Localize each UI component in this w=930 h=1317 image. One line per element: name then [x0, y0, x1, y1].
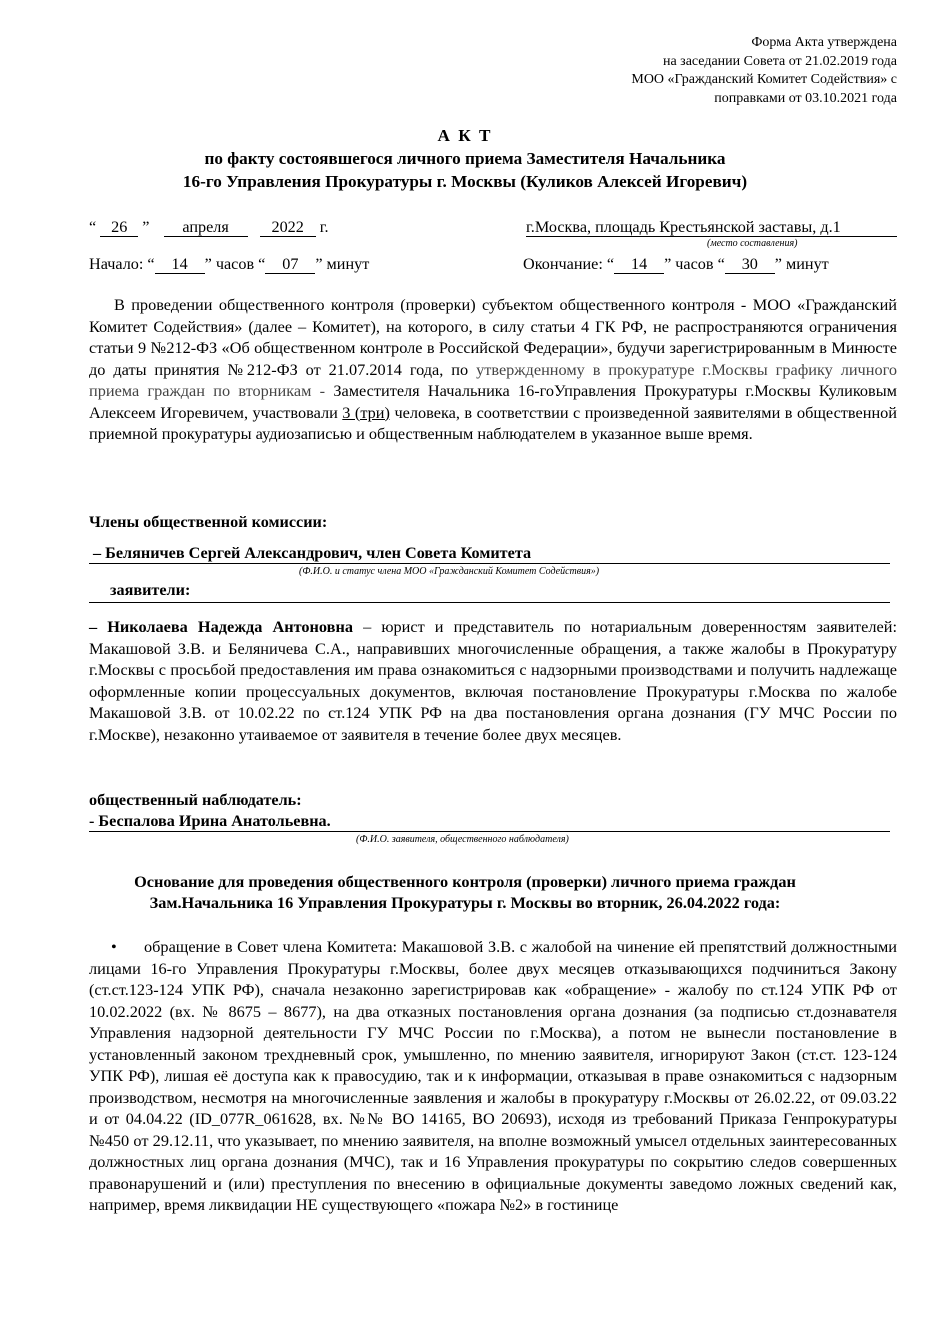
- observer-heading: общественный наблюдатель:: [89, 791, 302, 809]
- intro-text-schedule: утвержденному в прокуратуре г.Москвы графику личного приема граждан по вторникам -: [89, 359, 898, 400]
- end-hours-label: ” часов “: [664, 255, 725, 273]
- place-field: [526, 217, 897, 237]
- applicants-underline: [89, 602, 890, 603]
- applicant-paragraph: [89, 616, 897, 745]
- end-minutes-label: ” минут: [774, 255, 829, 273]
- start-hours: 14: [155, 256, 205, 274]
- minutes-label: ” минут: [315, 255, 370, 273]
- date-field: [89, 217, 329, 237]
- end-hours: 14: [614, 256, 664, 274]
- date-day: 26: [100, 219, 138, 237]
- document-subtitle-line-2: 16-го Управления Прокуратуры г. Москвы (Куликов Алексей Игоревич): [182, 172, 748, 191]
- basis-bullet-item: [89, 936, 897, 1216]
- intro-text-1: В проведении общественного контроля (проверки) субъектом общественного контроля - МОО «Гражданский Комитет Содействия» (далее – Комитет), на которого, в силу статьи 4 ГК РФ, не распространяются ограничения статьи 9 №212-ФЗ «Об общественном контроле в Российской Федерации», будучи зарегистрированным в Минюсте до даты принятия №212-ФЗ от 21.07.2014 года, по: [89, 295, 897, 379]
- date-quote-open: “: [89, 218, 97, 236]
- end-minutes: 30: [725, 256, 775, 274]
- applicants-heading: заявители:: [110, 581, 191, 599]
- member-underline: [89, 563, 890, 564]
- basis-heading-line-1: Основание для проведения общественного контроля (проверки) личного приема граждан: [134, 872, 796, 891]
- member-note: (Ф.И.О. и статус члена МОО «Гражданский Комитет Содействия»): [299, 566, 600, 577]
- end-time-field: [523, 254, 829, 274]
- observer-underline: [89, 831, 890, 832]
- date-month: апреля: [164, 219, 248, 237]
- start-time-field: [89, 254, 369, 274]
- date-year-suffix: г.: [319, 218, 329, 236]
- bullet-text: обращение в Совет члена Комитета: Макашовой З.В. с жалобой на чинение ей препятствий должностными лицами 16-го Управления Прокуратуры г.Москвы, более двух месяцев отказывающихся подчиниться Закону (ст.ст.123-124 УПК РФ), сначала незаконно зарегистрировав как «обращение» - жалобу по ст.124 УПК РФ от 10.02.2022 (вх. № 8675 – 8677), на два отказных постановления органа дознания (за подписью ст.дознавателя Управления надзорной деятельности ГУ МЧС России по г.Москва), а потом не вынесли постановление в установленный законом трехдневный срок, умышленно, по мнению заявителя, игнорируют Закон (ст.ст. 123-124 УПК РФ), лишая её доступа как к правосудию, так и к информации, отказывая в праве ознакомиться с надзорным производством, несмотря на многочисленные заявления и жалобы в прокуратуру г.Москвы от 26.02.22, от 09.03.22 и от 04.04.22 (ID_077R_061628, вх. №№ ВО 14165, ВО 20693), исходя из требований Приказа Генпрокуратуры №450 от 29.12.11, что указывает, по мнению заявителя, на вполне возможный умысел отдельных заинтересованных должностных лиц органа дознания (МЧС), так и 16 Управления прокуратуры по сокрытию следов совершенных правонарушений и (или) преступления по внесению в официальные документы заведомо ложных сведений как, например, время ликвидации НЕ существующего «пожара №2» в гостинице: [89, 937, 897, 1214]
- end-label: Окончание: “: [523, 255, 615, 273]
- participant-count: 3 (три): [342, 402, 390, 422]
- date-quote-close: ”: [142, 218, 150, 236]
- applicant-text: – юрист и представитель по нотариальным доверенностям заявителей: Макашовой З.В. и Беляничева С.А., направивших многочисленные обращения, а также жалобы в Прокуратуру г.Москвы с просьбой предоставления им права ознакомиться с надзорными производствами и получить надлежаще оформленные копии процессуальных документов, включая постановление Прокуратуры г.Москва по жалобе Макашовой З.В. от 10.02.22 по ст.124 УПК РФ на два постановления органа дознания (ГУ МЧС России по г.Москве), незаконно утаиваемое от заявителя в течение более двух месяцев.: [89, 617, 897, 744]
- observer-name: - Беспалова Ирина Анатольевна.: [89, 812, 331, 830]
- start-label: Начало: “: [89, 255, 155, 273]
- intro-text-2: Заместителя Начальника 16-гоУправления Прокуратуры г.Москвы Куликовым Алексеем Игоревичем, участвовали: [89, 381, 897, 422]
- hours-label: ” часов “: [204, 255, 266, 273]
- start-minutes: 07: [265, 256, 315, 274]
- header-line-3: МОО «Гражданский Комитет Содействия» с: [631, 72, 897, 87]
- approval-header: [631, 34, 897, 108]
- header-line-4: поправками от 03.10.2021 года: [714, 90, 897, 106]
- header-line-2: на заседании Совета от 21.02.2019 года: [662, 53, 897, 69]
- observer-note: (Ф.И.О. заявителя, общественного наблюдателя): [356, 834, 569, 845]
- place-value: г.Москва, площадь Крестьянской заставы, д.1: [526, 219, 897, 237]
- applicant-name: – Николаева Надежда Антоновна: [89, 617, 353, 636]
- bullet-marker: •: [111, 937, 117, 956]
- members-heading: Члены общественной комиссии:: [89, 513, 328, 531]
- document-subtitle-line-1: по факту состоявшегося личного приема Заместителя Начальника: [204, 149, 726, 168]
- date-year: 2022: [260, 219, 316, 237]
- intro-text-3: человека, в соответствии с произведенной заявителями в общественной приемной прокуратуры аудиозаписью и общественным наблюдателем в указанное выше время.: [89, 402, 898, 443]
- document-title: А К Т: [437, 126, 493, 145]
- member-entry: – Беляничев Сергей Александрович, член Совета Комитета: [93, 544, 532, 562]
- header-line-1: Форма Акта утверждена: [751, 35, 897, 50]
- place-note: (место составления): [707, 238, 798, 249]
- intro-paragraph: [89, 294, 897, 445]
- basis-heading-line-2: Зам.Начальника 16 Управления Прокуратуры г. Москвы во вторник, 26.04.2022 года:: [149, 893, 781, 912]
